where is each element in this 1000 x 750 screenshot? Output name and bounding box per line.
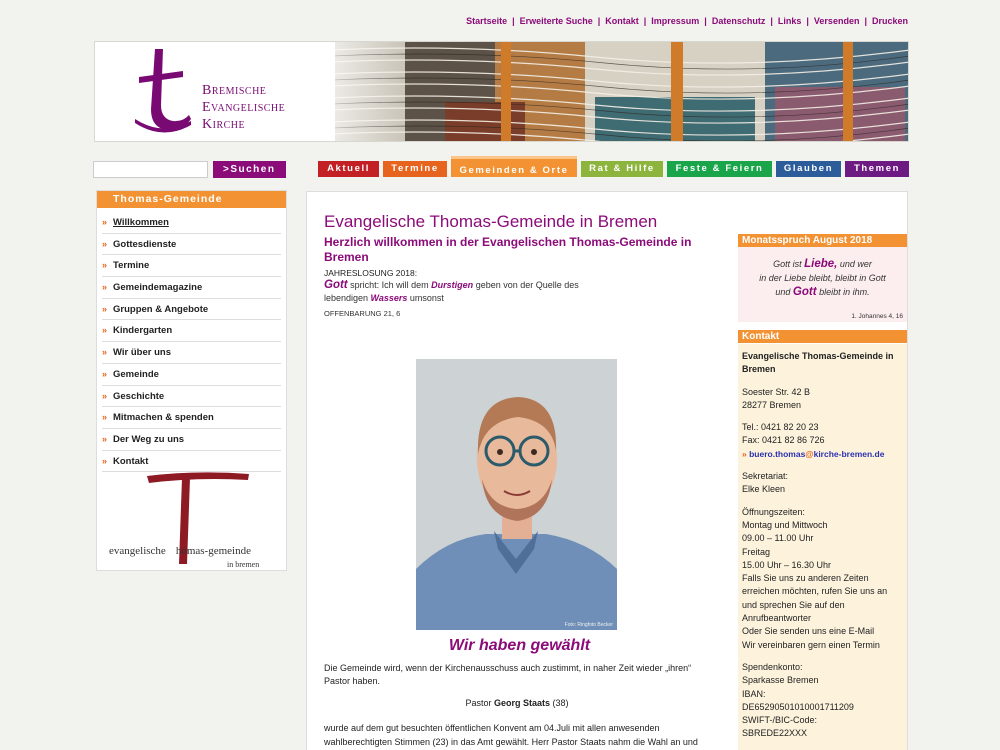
kontakt-fax: Fax: 0421 82 86 726 <box>742 435 825 446</box>
tab-termine[interactable]: Termine <box>383 161 447 177</box>
oeffnungszeiten-line: Falls Sie uns zu anderen Zeiten erreichen möchten, rufen Sie uns an und sprechen Sie auf den Anrufbeantworter <box>742 573 888 624</box>
separator: | <box>643 16 647 26</box>
kontakt-tel: Tel.: 0421 82 20 23 <box>742 422 819 433</box>
text: bleibt in ihm. <box>816 287 870 297</box>
sidebar-item-label: Kontakt <box>113 455 149 467</box>
toplink-links[interactable]: Links <box>777 16 802 26</box>
tab-feste-feiern[interactable]: Feste & Feiern <box>667 161 772 177</box>
jahreslosung-verse <box>324 279 594 305</box>
chevron-right-icon: » <box>102 390 108 401</box>
portrait-image <box>416 359 617 630</box>
main-content <box>306 191 908 750</box>
logo-line: Evangelische <box>202 100 286 115</box>
toplink-versenden[interactable]: Versenden <box>813 16 860 26</box>
logo-caption <box>109 545 251 557</box>
chevron-right-icon: » <box>102 325 108 336</box>
iban-label: IBAN: <box>742 688 766 699</box>
separator: | <box>864 16 867 26</box>
spenden-label: Spendenkonto: <box>742 661 803 672</box>
sidebar-item-gemeinde[interactable] <box>102 364 281 386</box>
paragraph: Die Gemeinde wird, wenn der Kirchenausschuss auch zustimmt, in naher Zeit wieder „ihren“ Pastor haben. <box>324 663 692 686</box>
chevron-right-icon: » <box>102 217 108 227</box>
separator: | <box>704 16 707 26</box>
chevron-right-icon: » <box>102 455 108 466</box>
oeffnungszeiten-line: Freitag <box>742 546 771 557</box>
verse-reference: OFFENBARUNG 21, 6 <box>324 309 401 318</box>
email-domain: kirche-bremen.de <box>813 448 885 459</box>
sidebar-item-gemeindemagazine[interactable] <box>102 277 281 299</box>
toplink-startseite[interactable]: Startseite <box>466 16 508 26</box>
chevron-right-icon: » <box>102 260 108 271</box>
sidebar-item-gruppen-angebote[interactable] <box>102 299 281 321</box>
tab-glauben[interactable]: Glauben <box>776 161 841 177</box>
quote-line: in der Liebe bleibt, bleibt in Gott <box>759 273 886 283</box>
oeffnungszeiten-line: Montag und Mittwoch <box>742 519 828 530</box>
sidebar-item-label: Willkommen <box>113 217 169 228</box>
text: Pastor <box>465 698 494 708</box>
quote-highlight: Gott <box>792 286 817 298</box>
sidebar-item-label: Gemeinde <box>113 368 159 380</box>
oeffnungszeiten-line: 09.00 – 11.00 Uhr <box>742 533 814 544</box>
verse-text: spricht: Ich will dem <box>347 280 432 290</box>
pastor-photo <box>416 359 617 630</box>
logo-area <box>95 42 335 142</box>
sidebar <box>96 190 287 571</box>
oeffnungszeiten-label: Öffnungszeiten: <box>742 506 805 517</box>
paragraph: wurde auf dem gut besuchten öffentlichen Konvent am 04.Juli mit allen anwesenden wahlberechtigten Stimmen (23) in das Amt gewählt. Herr Pastor Staats nahm die Wahl an und <box>324 723 698 747</box>
sekretariat-label: Sekretariat: <box>742 471 789 482</box>
email-user: buero.thomas <box>749 448 806 459</box>
kontakt-name: Evangelische Thomas-Gemeinde in Bremen <box>742 351 894 375</box>
sidebar-item-termine[interactable] <box>102 255 281 277</box>
pastor-name: Georg Staats <box>493 698 551 708</box>
sidebar-item-gottesdienste[interactable] <box>102 234 281 256</box>
tab-aktuell[interactable]: Aktuell <box>318 161 379 177</box>
kontakt-box <box>738 344 907 750</box>
sekretariat-name: Elke Kleen <box>742 484 786 495</box>
logo-line: Kirche <box>202 117 246 132</box>
tab-rat-hilfe[interactable]: Rat & Hilfe <box>581 161 663 177</box>
jahreslosung-label: JAHRESLOSUNG 2018: <box>324 268 418 278</box>
sidebar-item-kindergarten[interactable] <box>102 320 281 342</box>
tab-gemeinden-orte[interactable]: Gemeinden & Orte <box>451 156 577 177</box>
bek-logo-text <box>202 82 285 133</box>
bic-value: SBREDE22XXX <box>742 728 808 739</box>
logo-word: evangelische <box>109 545 166 557</box>
tab-themen[interactable]: Themen <box>845 161 909 177</box>
verse-word: Durstigen <box>431 280 474 290</box>
separator: | <box>806 16 809 26</box>
separator: | <box>512 16 515 26</box>
chevron-right-icon: » <box>102 282 108 293</box>
sidebar-title: Thomas-Gemeinde <box>97 191 286 208</box>
sidebar-item-willkommen[interactable] <box>102 212 281 234</box>
sidebar-item-label: Gemeindemagazine <box>113 282 203 294</box>
sidebar-item-der-weg-zu-uns[interactable] <box>102 429 281 451</box>
quote-highlight: Liebe, <box>804 258 838 270</box>
chevron-right-icon: » <box>102 433 108 444</box>
logo-caption-sub: in bremen <box>227 560 260 569</box>
monatsspruch-box <box>738 247 907 322</box>
sidebar-item-label: Mitmachen & spenden <box>113 412 214 424</box>
toplink-datenschutz[interactable]: Datenschutz <box>711 16 766 26</box>
oeffnungszeiten-line: Wir vereinbaren gern einen Termin <box>742 639 880 650</box>
logo-word: homas-gemeinde <box>175 545 251 557</box>
iban-value: DE65290501010001711209 <box>742 701 854 712</box>
verse-text: geben von der Quelle des lebendigen <box>324 280 579 303</box>
sidebar-item-mitmachen-spenden[interactable] <box>102 407 281 429</box>
kontakt-title: Kontakt <box>738 330 907 343</box>
kontakt-city: 28277 Bremen <box>742 399 802 410</box>
sidebar-item-label: Wir über uns <box>113 347 171 359</box>
page-subtitle: Herzlich willkommen in der Evangelischen Thomas-Gemeinde in Bremen <box>324 235 692 264</box>
separator: | <box>597 16 601 26</box>
oeffnungszeiten-line: 15.00 Uhr – 16.30 Uhr <box>742 559 832 570</box>
kontakt-street: Soester Str. 42 B <box>742 386 811 397</box>
bic-label: SWIFT-/BIC-Code: <box>742 715 818 726</box>
verse-word: Gott <box>324 279 348 291</box>
monatsspruch-source: 1. Johannes 4, 16 <box>851 313 903 320</box>
toplink-drucken[interactable]: Drucken <box>871 16 908 26</box>
chevron-right-icon: » <box>102 412 108 423</box>
quote-line <box>738 285 907 299</box>
kontakt-email-link[interactable] <box>742 448 903 461</box>
verse-text: umsonst <box>407 293 444 303</box>
at-icon: @ <box>805 448 814 459</box>
sidebar-item-label: Kindergarten <box>113 325 173 337</box>
chevron-right-icon: » <box>742 448 750 459</box>
chevron-right-icon: » <box>102 368 108 379</box>
page-title: Evangelische Thomas-Gemeinde in Bremen <box>324 212 658 231</box>
text: und wer <box>837 259 872 269</box>
sidebar-item-label: Der Weg zu uns <box>113 433 185 445</box>
verse-word: Wassers <box>370 293 408 303</box>
logo-line: Bremische <box>202 83 267 98</box>
pastor-line <box>307 698 727 708</box>
sidebar-item-label: Geschichte <box>113 390 165 402</box>
oeffnungszeiten-line: Oder Sie senden uns eine E-Mail <box>742 626 875 637</box>
text: Gott ist <box>773 259 805 269</box>
toplink-impressum[interactable]: Impressum <box>651 16 700 26</box>
photo-credit: Foto: Ringfoto Becker <box>564 622 613 628</box>
monatsspruch-quote <box>738 257 907 299</box>
section-heading: Wir haben gewählt <box>448 637 591 654</box>
chevron-right-icon: » <box>102 303 108 314</box>
search-input[interactable] <box>93 161 208 178</box>
monatsspruch-title: Monatsspruch August 2018 <box>738 234 907 247</box>
thomas-gemeinde-logo <box>107 468 277 568</box>
sidebar-item-wir-ueber-uns[interactable] <box>102 342 281 364</box>
sidebar-menu <box>102 212 281 472</box>
toplink-kontakt[interactable]: Kontakt <box>605 16 639 26</box>
sidebar-item-label: Gottesdienste <box>113 238 177 250</box>
chevron-right-icon: » <box>102 347 108 358</box>
sidebar-item-label: Gruppen & Angebote <box>113 303 209 315</box>
top-links <box>466 16 908 26</box>
sidebar-item-geschichte[interactable] <box>102 386 281 408</box>
separator: | <box>770 16 773 26</box>
quote-line <box>738 257 907 271</box>
bek-logo-icon[interactable] <box>133 47 195 133</box>
header-banner <box>94 41 909 142</box>
search-button[interactable]: >Suchen <box>213 161 286 178</box>
stained-glass-image <box>295 42 909 142</box>
bank-name: Sparkasse Bremen <box>742 675 819 686</box>
sidebar-item-label: Termine <box>113 260 150 272</box>
text: und <box>775 287 793 297</box>
text: (38) <box>550 698 569 708</box>
toplink-erweiterte-suche[interactable]: Erweiterte Suche <box>519 16 593 26</box>
chevron-right-icon: » <box>102 238 108 249</box>
